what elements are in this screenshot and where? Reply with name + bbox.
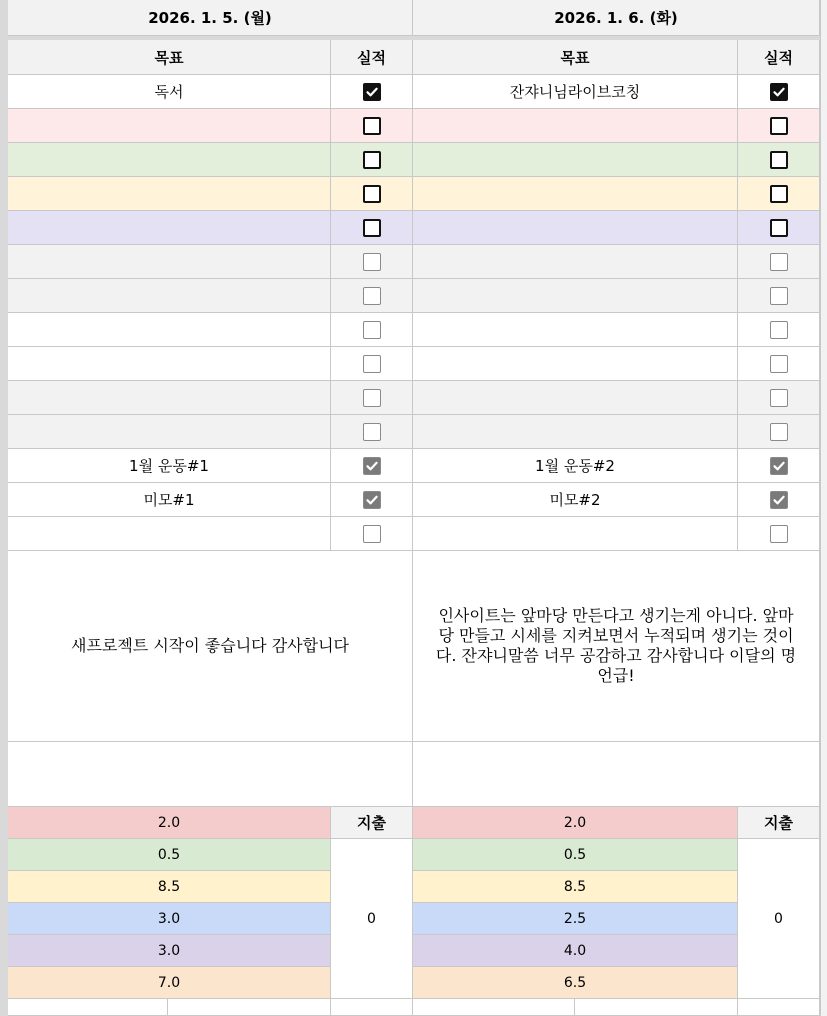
goal-cell[interactable] bbox=[413, 245, 738, 279]
result-cell bbox=[331, 449, 413, 483]
expense-value-text: 0 bbox=[367, 910, 376, 927]
result-cell bbox=[738, 109, 820, 143]
result-column-header bbox=[331, 40, 413, 75]
checkbox[interactable] bbox=[363, 151, 381, 169]
checked-checkbox[interactable] bbox=[363, 457, 381, 475]
result-cell bbox=[738, 211, 820, 245]
value-cell-text: 2.0 bbox=[157, 814, 181, 831]
memo-cell[interactable] bbox=[8, 551, 413, 742]
goal-cell[interactable] bbox=[8, 279, 331, 313]
checkbox[interactable] bbox=[770, 321, 788, 339]
check-icon bbox=[365, 85, 379, 99]
checkbox[interactable] bbox=[363, 253, 381, 271]
checkbox[interactable] bbox=[363, 219, 381, 237]
value-cell[interactable] bbox=[8, 935, 331, 967]
result-cell bbox=[738, 279, 820, 313]
result-cell bbox=[331, 109, 413, 143]
goal-cell-text: 독서 bbox=[154, 83, 184, 101]
result-column-header-text: 실적 bbox=[357, 48, 386, 67]
empty-cell bbox=[8, 742, 413, 807]
checked-checkbox[interactable] bbox=[770, 491, 788, 509]
date-header bbox=[8, 0, 413, 36]
goal-cell[interactable] bbox=[8, 381, 331, 415]
goal-cell-text: 잔쟈니님라이브코칭 bbox=[509, 83, 641, 101]
result-cell bbox=[738, 449, 820, 483]
goal-cell[interactable] bbox=[8, 177, 331, 211]
value-cell[interactable] bbox=[8, 807, 331, 839]
goal-cell[interactable] bbox=[413, 109, 738, 143]
checkbox[interactable] bbox=[770, 151, 788, 169]
value-cell-text: 8.5 bbox=[563, 878, 587, 895]
goal-cell-text: 1월 운동#1 bbox=[129, 457, 209, 475]
goal-cell[interactable] bbox=[8, 143, 331, 177]
checkbox[interactable] bbox=[770, 117, 788, 135]
goal-cell-text: 미모#1 bbox=[143, 491, 195, 509]
result-cell bbox=[738, 347, 820, 381]
goal-cell-text: 1월 운동#2 bbox=[535, 457, 615, 475]
goal-cell[interactable] bbox=[8, 109, 331, 143]
goal-cell[interactable] bbox=[413, 415, 738, 449]
goal-column-header bbox=[8, 40, 331, 75]
expense-value[interactable] bbox=[738, 839, 820, 999]
result-cell bbox=[331, 415, 413, 449]
checkbox[interactable] bbox=[770, 389, 788, 407]
goal-cell[interactable] bbox=[8, 211, 331, 245]
result-cell bbox=[738, 381, 820, 415]
result-cell bbox=[331, 483, 413, 517]
value-cell[interactable] bbox=[413, 807, 738, 839]
result-cell bbox=[738, 313, 820, 347]
goal-cell[interactable] bbox=[413, 517, 738, 551]
date-header bbox=[413, 0, 820, 36]
goal-cell-text: 미모#2 bbox=[549, 491, 601, 509]
value-cell[interactable] bbox=[413, 839, 738, 871]
value-cell-text: 6.5 bbox=[563, 974, 587, 991]
goal-cell[interactable] bbox=[8, 245, 331, 279]
checked-checkbox[interactable] bbox=[363, 83, 381, 101]
checkbox[interactable] bbox=[363, 117, 381, 135]
result-cell bbox=[331, 313, 413, 347]
checkbox[interactable] bbox=[770, 253, 788, 271]
result-cell bbox=[738, 483, 820, 517]
value-cell-text: 2.0 bbox=[563, 814, 587, 831]
checkbox[interactable] bbox=[363, 525, 381, 543]
goal-cell[interactable] bbox=[8, 75, 331, 109]
expense-header bbox=[331, 807, 413, 839]
checkbox[interactable] bbox=[363, 321, 381, 339]
goal-cell[interactable] bbox=[413, 279, 738, 313]
value-cell-text: 3.0 bbox=[157, 942, 181, 959]
value-cell[interactable] bbox=[8, 871, 331, 903]
check-icon bbox=[772, 459, 786, 473]
result-cell bbox=[738, 517, 820, 551]
goal-column-header bbox=[413, 40, 738, 75]
date-header-text: 2026. 1. 5. (월) bbox=[148, 9, 272, 27]
checkbox[interactable] bbox=[770, 185, 788, 203]
checked-checkbox[interactable] bbox=[770, 457, 788, 475]
empty-cell bbox=[575, 999, 738, 1016]
result-cell bbox=[738, 143, 820, 177]
result-cell bbox=[738, 245, 820, 279]
check-icon bbox=[772, 85, 786, 99]
result-cell bbox=[331, 211, 413, 245]
checkbox[interactable] bbox=[770, 287, 788, 305]
checkbox[interactable] bbox=[363, 423, 381, 441]
checked-checkbox[interactable] bbox=[770, 83, 788, 101]
checked-checkbox[interactable] bbox=[363, 491, 381, 509]
result-column-header-text: 실적 bbox=[764, 48, 793, 67]
value-cell[interactable] bbox=[8, 967, 331, 999]
result-cell bbox=[738, 415, 820, 449]
result-cell bbox=[331, 279, 413, 313]
goal-cell[interactable] bbox=[413, 143, 738, 177]
checkbox[interactable] bbox=[363, 389, 381, 407]
result-cell bbox=[331, 143, 413, 177]
expense-value-text: 0 bbox=[774, 910, 783, 927]
goal-cell[interactable] bbox=[413, 347, 738, 381]
value-cell-text: 0.5 bbox=[563, 846, 587, 863]
check-icon bbox=[772, 493, 786, 507]
goal-column-header-text: 목표 bbox=[154, 48, 184, 67]
result-cell bbox=[331, 381, 413, 415]
value-cell[interactable] bbox=[8, 839, 331, 871]
empty-cell bbox=[413, 742, 820, 807]
result-cell bbox=[331, 75, 413, 109]
memo-cell-text: 새프로젝트 시작이 좋습니다 감사합니다 bbox=[70, 636, 349, 655]
value-cell[interactable] bbox=[413, 967, 738, 999]
goal-cell[interactable] bbox=[8, 517, 331, 551]
expense-header-text: 지출 bbox=[764, 814, 793, 832]
checkbox[interactable] bbox=[363, 185, 381, 203]
goal-cell[interactable] bbox=[413, 211, 738, 245]
expense-header bbox=[738, 807, 820, 839]
memo-cell-text: 인사이트는 앞마당 만든다고 생기는게 아니다. 앞마당 만들고 시세를 지켜보면서 누적되며 생기는 것이다. 잔쟈니말씀 너무 공감하고 감사합니다 이달의 명언급! bbox=[435, 606, 797, 685]
value-cell-text: 8.5 bbox=[157, 878, 181, 895]
check-icon bbox=[365, 459, 379, 473]
empty-cell bbox=[8, 999, 168, 1016]
goal-cell[interactable] bbox=[8, 313, 331, 347]
goal-cell[interactable] bbox=[8, 449, 331, 483]
goal-cell[interactable] bbox=[8, 415, 331, 449]
value-cell[interactable] bbox=[8, 903, 331, 935]
checkbox[interactable] bbox=[363, 355, 381, 373]
empty-cell bbox=[331, 999, 413, 1016]
checkbox[interactable] bbox=[363, 287, 381, 305]
value-cell-text: 3.0 bbox=[157, 910, 181, 927]
value-cell[interactable] bbox=[413, 935, 738, 967]
result-cell bbox=[738, 177, 820, 211]
goal-cell[interactable] bbox=[8, 483, 331, 517]
value-cell[interactable] bbox=[413, 871, 738, 903]
goal-cell[interactable] bbox=[413, 177, 738, 211]
checkbox[interactable] bbox=[770, 355, 788, 373]
empty-cell bbox=[738, 999, 820, 1016]
checkbox[interactable] bbox=[770, 423, 788, 441]
result-column-header bbox=[738, 40, 820, 75]
empty-cell bbox=[413, 999, 575, 1016]
result-cell bbox=[738, 75, 820, 109]
result-cell bbox=[331, 347, 413, 381]
goal-column-header-text: 목표 bbox=[560, 48, 590, 67]
value-cell-text: 0.5 bbox=[157, 846, 181, 863]
date-header-text: 2026. 1. 6. (화) bbox=[554, 9, 678, 27]
value-cell[interactable] bbox=[413, 903, 738, 935]
goal-cell[interactable] bbox=[413, 75, 738, 109]
expense-value[interactable] bbox=[331, 839, 413, 999]
goal-cell[interactable] bbox=[413, 313, 738, 347]
check-icon bbox=[365, 493, 379, 507]
goal-cell[interactable] bbox=[413, 381, 738, 415]
checkbox[interactable] bbox=[770, 525, 788, 543]
empty-cell bbox=[168, 999, 331, 1016]
value-cell-text: 2.5 bbox=[563, 910, 587, 927]
goal-cell[interactable] bbox=[413, 449, 738, 483]
result-cell bbox=[331, 177, 413, 211]
value-cell-text: 7.0 bbox=[157, 974, 181, 991]
next-column-edge bbox=[820, 0, 827, 1016]
value-cell-text: 4.0 bbox=[563, 942, 587, 959]
memo-cell[interactable] bbox=[413, 551, 820, 742]
goal-cell[interactable] bbox=[413, 483, 738, 517]
expense-header-text: 지출 bbox=[357, 814, 386, 832]
checkbox[interactable] bbox=[770, 219, 788, 237]
result-cell bbox=[331, 245, 413, 279]
goal-cell[interactable] bbox=[8, 347, 331, 381]
result-cell bbox=[331, 517, 413, 551]
